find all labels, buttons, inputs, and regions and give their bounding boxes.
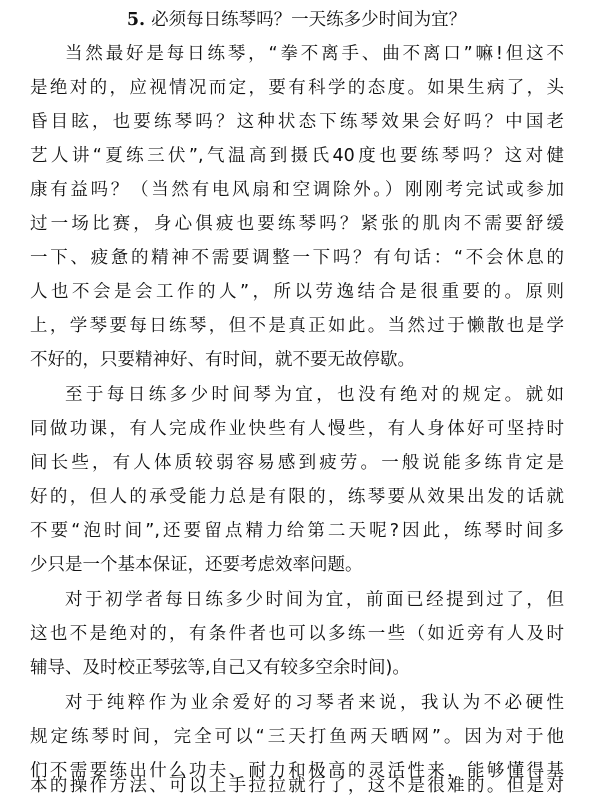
paragraph-3-line: 辅导、及时校正琴弦等,自己又有较多空余时间)。 bbox=[30, 658, 410, 678]
section-heading bbox=[0, 3, 593, 37]
paragraph-2-line: 间长些，有人体质较弱容易感到疲劳。一般说能多练肯定是 bbox=[30, 453, 564, 473]
paragraph-1-line: 上，学琴要每日练琴，但不是真正如此。当然过于懒散也是学 bbox=[30, 316, 564, 336]
paragraph-4-line: 对于纯粹作为业余爱好的习琴者来说，我认为不必硬性 bbox=[65, 693, 564, 713]
section-title: 必须每日练琴吗？一天练多少时间为宜？ bbox=[151, 10, 467, 30]
paragraph-2-line: 少只是一个基本保证，还要考虑效率问题。 bbox=[30, 555, 363, 575]
paragraph-3-line: 这也不是绝对的，有条件者也可以多练一些（如近旁有人及时 bbox=[30, 624, 564, 644]
paragraph-1-line: 昏目眩，也要练琴吗？这种状态下练琴效果会好吗？中国老 bbox=[30, 112, 564, 132]
paragraph-2-line: 不要“泡时间”,还要留点精力给第二天呢?因此，练琴时间多 bbox=[30, 521, 564, 541]
paragraph-1-line: 康有益吗？（当然有电风扇和空调除外。）刚刚考完试或参加 bbox=[30, 180, 564, 200]
paragraph-1-line: 过一场比赛，身心俱疲也要练琴吗？紧张的肌肉不需要舒缓 bbox=[30, 214, 564, 234]
paragraph-4-line: 本的操作方法、可以上手拉拉就行了，这不是很难的。但是对 bbox=[30, 776, 564, 796]
paragraph-1-line: 一下、疲惫的精神不需要调整一下吗？有句话：“不会休息的 bbox=[30, 248, 564, 268]
paragraph-1-line: 是绝对的，应视情况而定，要有科学的态度。如果生病了，头 bbox=[30, 78, 564, 98]
paragraph-2-line: 同做功课，有人完成作业快些有人慢些，有人身体好可坚持时 bbox=[30, 419, 564, 439]
paragraph-3-line: 对于初学者每日练多少时间为宜，前面已经提到过了，但 bbox=[65, 590, 564, 610]
paragraph-4-line: 规定练琴时间，完全可以“三天打鱼两天晒网”。因为对于他 bbox=[30, 727, 564, 747]
paragraph-1-line: 当然最好是每日练琴，“拳不离手、曲不离口”嘛!但这不 bbox=[65, 44, 564, 64]
paragraph-2-line: 好的，但人的承受能力总是有限的，练琴要从效果出发的话就 bbox=[30, 487, 564, 507]
paragraph-1-line: 人也不会是会工作的人”，所以劳逸结合是很重要的。原则 bbox=[30, 282, 564, 302]
paragraph-1-line: 不好的，只要精神好、有时间，就不要无故停歇。 bbox=[30, 350, 415, 370]
section-number: 5. bbox=[126, 10, 146, 30]
paragraph-1-line: 艺人讲“夏练三伏”,气温高到摄氏40度也要练琴吗？这对健 bbox=[30, 146, 564, 166]
paragraph-2-line: 至于每日练多少时间琴为宜，也没有绝对的规定。就如 bbox=[65, 385, 564, 405]
paragraph-4-line: 们不需要练出什么功夫、耐力和极高的灵活性来，能够懂得基 bbox=[30, 761, 564, 781]
